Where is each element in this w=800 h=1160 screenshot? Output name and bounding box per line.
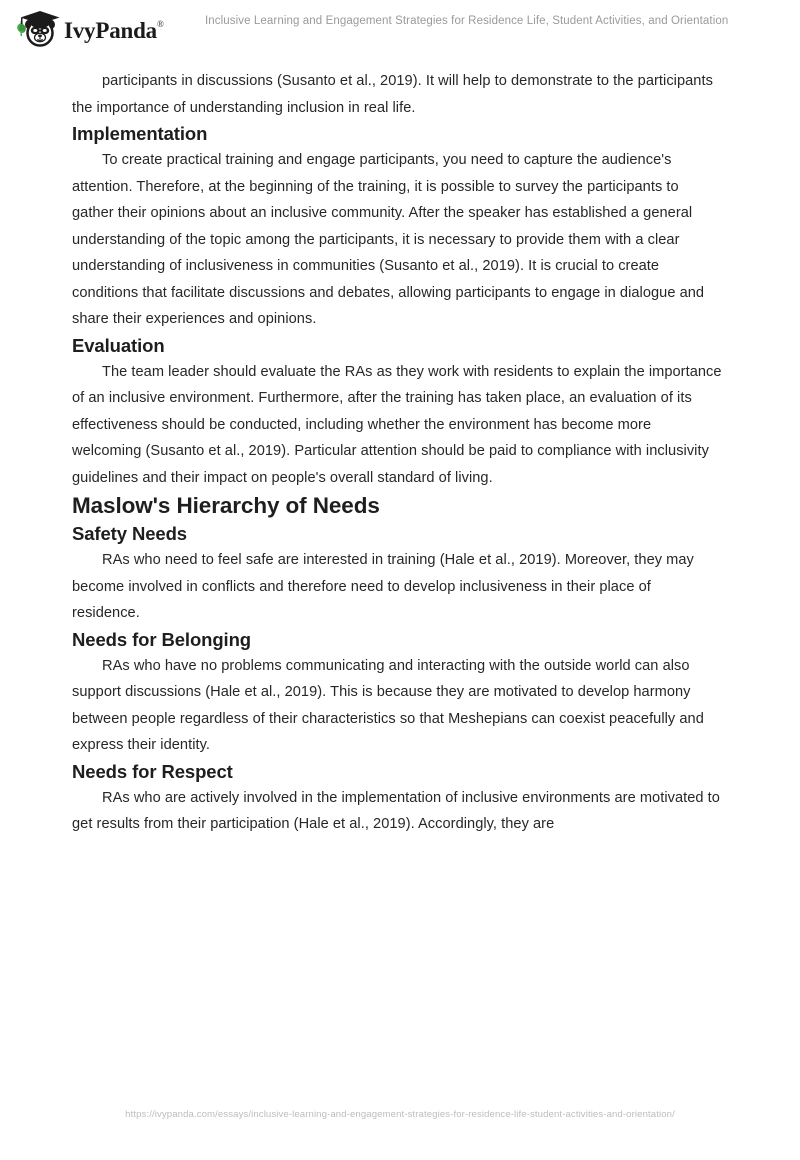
paragraph-evaluation: The team leader should evaluate the RAs as they work with residents to explain the importance of an inclusive environment. Furthermore, after the training has taken place, an evaluation of its effectiveness should be conducted, including whether the environment has become more welcoming (Susanto et al., 2019). Particular attention should be paid to compliance with inclusivity guidelines and their impact on people's overall standard of living.: [72, 363, 722, 486]
paragraph-implementation: To create practical training and engage participants, you need to capture the audience's attention. Therefore, at the beginning of the training, it is possible to survey the participants to gather their opinions about an inclusive community. After the speaker has established a general understanding of the topic among the participants, it is necessary to provide them with a clear understanding of inclusiveness in communities (Susanto et al., 2019). It is crucial to create conditions that facilitate discussions and debates, allowing participants to engage in dialogue and share their experiences and opinions.: [72, 152, 705, 327]
page-footer: [0, 1104, 800, 1122]
essay-content: [72, 68, 722, 838]
heading-evaluation: Evaluation: [72, 334, 165, 356]
panda-graduate-logo-icon: [12, 8, 60, 50]
heading-safety-needs: Safety Needs: [72, 523, 187, 544]
footer-source-url[interactable]: https://ivypanda.com/essays/inclusive-learning-and-engagement-strategies-for-residence-life-student-activities-and-orientation/: [125, 1109, 675, 1120]
heading-maslows-hierarchy-of-needs: Maslow's Hierarchy of Needs: [72, 493, 380, 518]
heading-needs-for-respect: Needs for Respect: [72, 760, 233, 782]
document-title: Inclusive Learning and Engagement Strategies for Residence Life, Student Activities, and Orientation: [205, 15, 729, 27]
paragraph-intro: participants in discussions (Susanto et al., 2019). It will help to demonstrate to the participants the importance of understanding inclusion in real life.: [72, 73, 713, 116]
paragraph-needs-for-respect: RAs who are actively involved in the implementation of inclusive environments are motivated to get results from their participation (Hale et al., 2019). Accordingly, they are: [72, 789, 720, 832]
brand-name: [64, 19, 164, 42]
heading-needs-for-belonging: Needs for Belonging: [72, 628, 251, 650]
paragraph-safety-needs: RAs who need to feel safe are interested in training (Hale et al., 2019). Moreover, they may become involved in conflicts and therefore need to develop inclusiveness in their place of residence.: [72, 552, 694, 621]
paragraph-needs-for-belonging: RAs who have no problems communicating and interacting with the outside world can also support discussions (Hale et al., 2019). This is because they are motivated to develop harmony between people regardless of their characteristics so that Meshepians can coexist peacefully and express their identity.: [72, 657, 704, 753]
page-header: [0, 0, 800, 56]
brand-name-text: IvyPanda: [64, 17, 157, 43]
brand-logo-link[interactable]: [12, 9, 164, 49]
heading-implementation: Implementation: [72, 123, 208, 144]
registered-trademark-icon: ®: [156, 18, 164, 29]
